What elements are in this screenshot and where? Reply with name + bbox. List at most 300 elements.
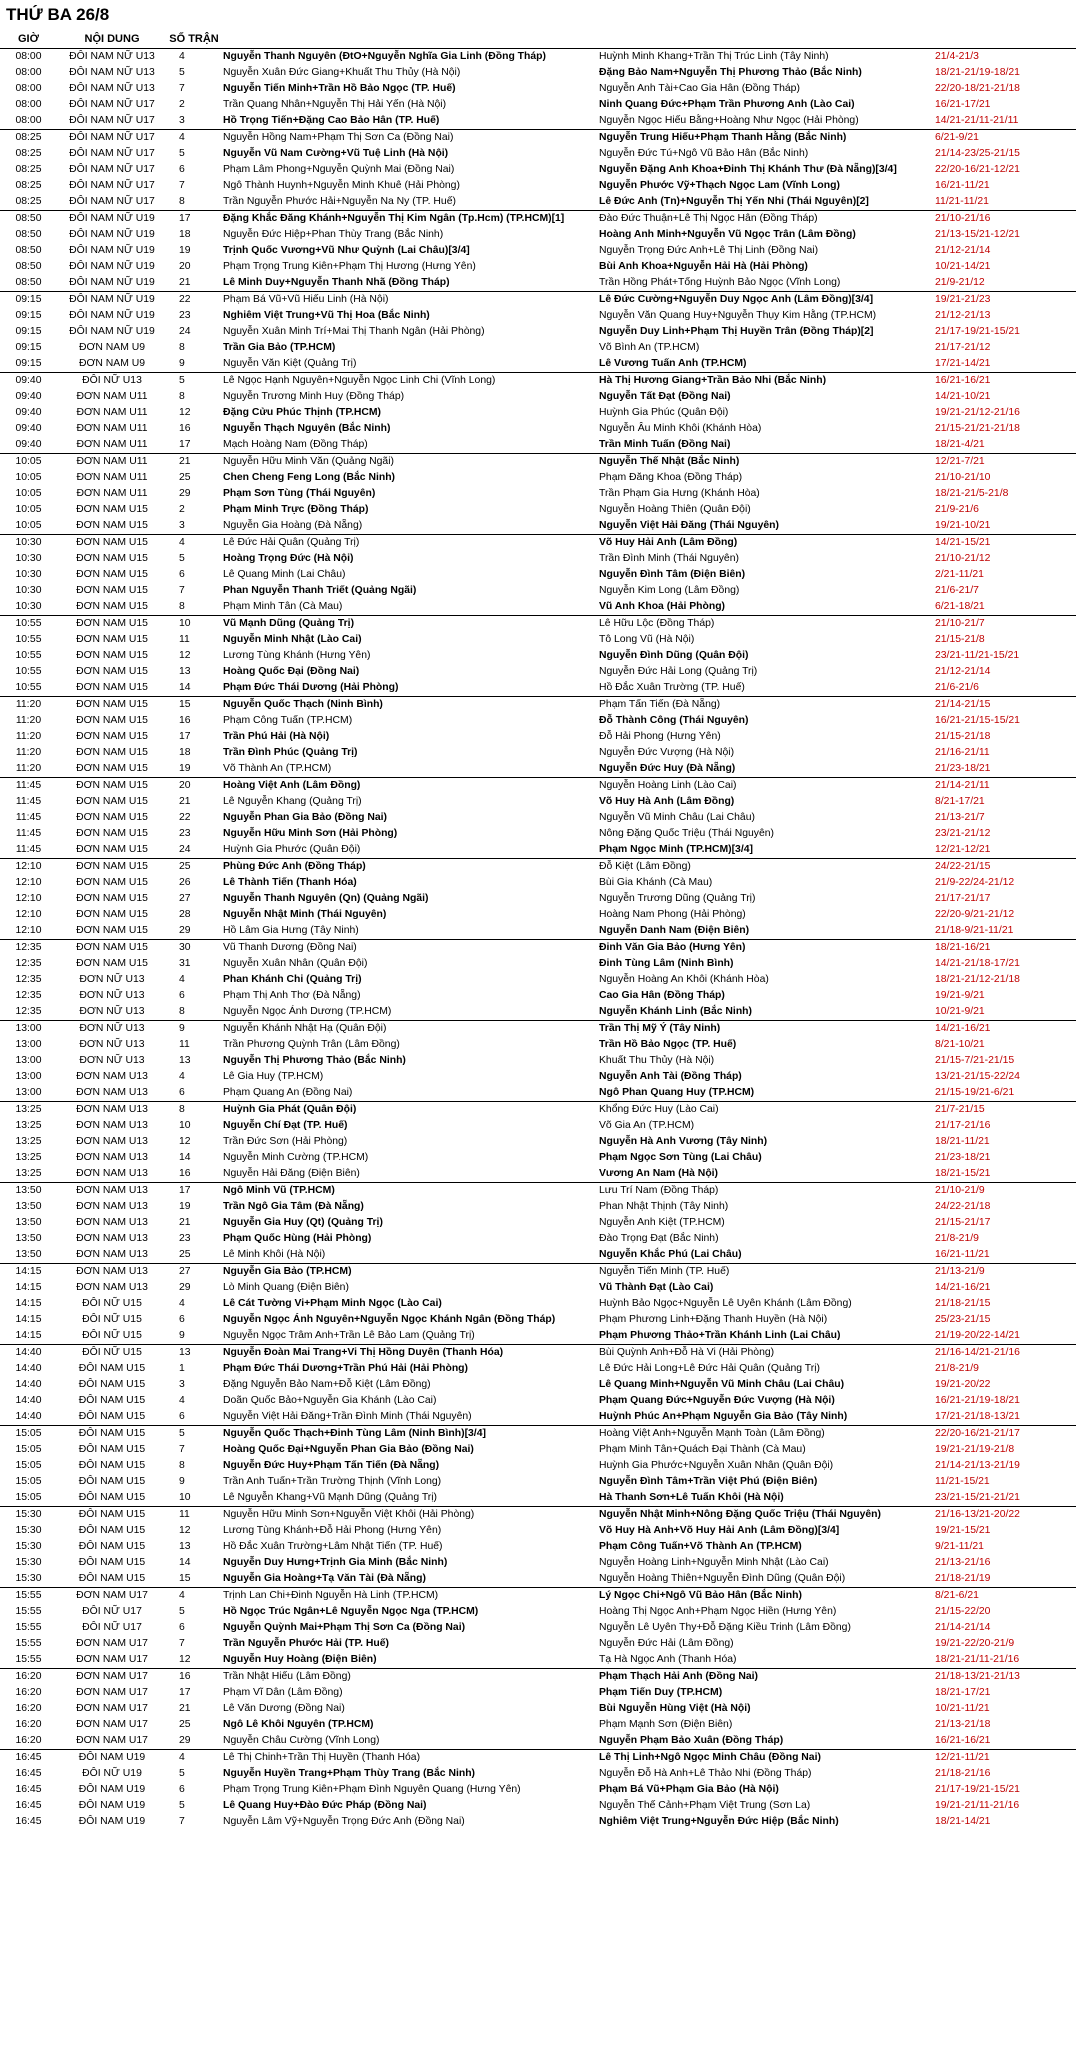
score-cell: 21/4-21/3: [933, 49, 1076, 66]
player-b-cell: Đỗ Thành Công (Thái Nguyên): [599, 715, 749, 726]
event-cell: ĐƠN NAM U17: [76, 1719, 148, 1730]
time-cell: 08:25: [0, 130, 57, 147]
score-cell: 21/16-14/21-21/16: [933, 1345, 1076, 1362]
table-row: [0, 340, 1076, 356]
time-cell: 15:05: [15, 1444, 42, 1455]
table-row: [0, 1571, 1076, 1588]
event-cell: ĐƠN NAM U15: [76, 520, 148, 531]
time-cell: 13:00: [0, 1021, 57, 1038]
time-cell: 16:20: [15, 1703, 42, 1714]
table-row: [0, 275, 1076, 292]
match-number-cell: 4: [179, 1395, 185, 1406]
page-title: THỨ BA 26/8: [6, 5, 110, 24]
time-cell: 13:00: [15, 1071, 42, 1082]
player-a-cell: Phạm Trọng Trung Kiên+Phạm Thị Hương (Hưng Yên): [223, 261, 476, 272]
player-a-cell: Hoàng Trọng Đức (Hà Nội): [223, 553, 354, 564]
score-cell: 21/14-21/13-21/19: [935, 1460, 1020, 1471]
event-cell: ĐƠN NAM U17: [57, 1588, 167, 1605]
player-a-cell: Nguyễn Quốc Thạch (Ninh Bình): [221, 697, 597, 714]
player-a-cell: Lương Tùng Khánh (Hưng Yên): [223, 650, 371, 661]
match-number-cell: 20: [167, 778, 221, 795]
table-row: [0, 49, 1076, 66]
player-b-cell: Nguyễn Hoàng Thiên+Nguyễn Đình Dũng (Quân Đội): [599, 1573, 846, 1584]
player-a-cell: Nguyễn Hữu Minh Sơn+Nguyễn Việt Khôi (Hải Phòng): [221, 1507, 597, 1524]
event-cell: ĐÔI NAM U15: [78, 1379, 146, 1390]
player-a-cell: Phạm Thị Anh Thơ (Đà Nẵng): [223, 990, 361, 1001]
score-cell: 24/22-21/15: [933, 859, 1076, 876]
event-cell: ĐƠN NAM U13: [76, 1120, 148, 1131]
table-row: [0, 1004, 1076, 1021]
event-cell: ĐƠN NAM U13: [76, 1071, 148, 1082]
score-cell: 21/19-20/22-14/21: [935, 1330, 1020, 1341]
score-cell: 24/22-21/18: [935, 1201, 991, 1212]
table-row: [0, 826, 1076, 842]
match-number-cell: 19: [179, 245, 191, 256]
player-b-cell: Nguyễn Nhật Minh+Nông Đặng Quốc Triệu (Thái Nguyên): [597, 1507, 933, 1524]
match-number-cell: 7: [179, 1444, 185, 1455]
player-a-cell: Hồ Trọng Tiến+Đặng Cao Bảo Hân (TP. Huế): [223, 115, 440, 126]
event-cell: ĐÔI NAM U15: [78, 1573, 146, 1584]
score-cell: 21/13-21/7: [935, 812, 985, 823]
time-cell: 08:25: [15, 148, 42, 159]
event-cell: ĐƠN NAM U15: [76, 925, 148, 936]
player-a-cell: Nguyễn Hữu Minh Văn (Quảng Ngãi): [221, 454, 597, 471]
table-row: [0, 1393, 1076, 1409]
player-a-cell: Trần Đình Phúc (Quảng Trị): [223, 747, 358, 758]
score-cell: 17/21-21/18-13/21: [935, 1411, 1020, 1422]
table-row: [0, 1636, 1076, 1652]
event-cell: ĐƠN NAM U15: [57, 859, 167, 876]
time-cell: 10:05: [15, 520, 42, 531]
time-cell: 09:40: [15, 407, 42, 418]
time-cell: 12:10: [0, 859, 57, 876]
player-a-cell: Hoàng Quốc Đại+Nguyễn Phan Gia Bảo (Đồng Nai): [223, 1444, 474, 1455]
time-cell: 16:45: [15, 1800, 42, 1811]
score-cell: 11/21-11/21: [935, 196, 989, 207]
player-b-cell: Nguyễn Đức Hải Long (Quảng Trị): [599, 666, 758, 677]
score-cell: 21/10-21/16: [933, 211, 1076, 228]
player-b-cell: Lê Thị Linh+Ngô Ngọc Minh Châu (Đồng Nai): [597, 1750, 933, 1767]
time-cell: 10:55: [15, 634, 42, 645]
time-cell: 11:20: [15, 747, 42, 758]
player-a-cell: Hồ Ngọc Trúc Ngân+Lê Nguyễn Ngọc Nga (TP.HCM): [223, 1606, 479, 1617]
table-row: [0, 502, 1076, 518]
event-cell: ĐÔI NAM U15: [78, 1476, 146, 1487]
time-cell: 14:15: [15, 1298, 42, 1309]
player-a-cell: Huỳnh Gia Phát (Quân Đội): [221, 1102, 597, 1119]
score-cell: 18/21-11/21: [935, 1136, 990, 1147]
event-cell: ĐƠN NAM U11: [76, 439, 148, 450]
player-b-cell: Võ Bình An (TP.HCM): [599, 342, 700, 353]
match-number-cell: 4: [179, 974, 185, 985]
match-number-cell: 6: [179, 164, 185, 175]
table-row: [0, 1053, 1076, 1069]
match-number-cell: 21: [179, 277, 191, 288]
event-cell: ĐÔI NAM U19: [78, 1784, 146, 1795]
score-cell: 18/21-21/19-18/21: [935, 67, 1020, 78]
table-row: [0, 1604, 1076, 1620]
player-a-cell: Nguyễn Vũ Nam Cường+Vũ Tuệ Linh (Hà Nội): [223, 148, 449, 159]
player-b-cell: Khuất Thu Thủy (Hà Nội): [599, 1055, 715, 1066]
match-number-cell: 8: [179, 342, 185, 353]
match-number-cell: 15: [167, 697, 221, 714]
match-number-cell: 7: [179, 1638, 185, 1649]
time-cell: 11:20: [0, 697, 57, 714]
score-cell: 21/17-19/21-15/21: [935, 1784, 1020, 1795]
match-number-cell: 7: [179, 585, 185, 596]
score-cell: 21/7-21/15: [933, 1102, 1076, 1119]
time-cell: 15:55: [0, 1588, 57, 1605]
score-cell: 21/14-21/14: [935, 1622, 991, 1633]
time-cell: 14:40: [15, 1411, 42, 1422]
player-b-cell: Bùi Gia Khánh (Cà Mau): [599, 877, 713, 888]
player-b-cell: Nông Đặng Quốc Triệu (Thái Nguyên): [599, 828, 774, 839]
player-b-cell: Huỳnh Bảo Ngọc+Nguyễn Lê Uyên Khánh (Lâm Đồng): [599, 1298, 852, 1309]
player-b-cell: Hoàng Nam Phong (Hải Phòng): [599, 909, 746, 920]
player-a-cell: Nguyễn Gia Hoàng+Tạ Văn Tài (Đà Nẵng): [223, 1573, 426, 1584]
table-row: [0, 1199, 1076, 1215]
match-number-cell: 30: [167, 940, 221, 957]
player-a-cell: Nguyễn Duy Hưng+Trịnh Gia Minh (Bắc Ninh): [223, 1557, 448, 1568]
table-row: [0, 1150, 1076, 1166]
table-row: [0, 680, 1076, 697]
player-a-cell: Ngô Thành Huynh+Nguyễn Minh Khuê (Hải Phòng): [223, 180, 460, 191]
player-a-cell: Phan Khánh Chi (Quảng Trị): [223, 974, 362, 985]
time-cell: 13:25: [15, 1136, 42, 1147]
event-cell: ĐƠN NAM U15: [76, 893, 148, 904]
player-a-cell: Phạm Sơn Tùng (Thái Nguyên): [223, 488, 376, 499]
player-a-cell: Huỳnh Gia Phước (Quân Đội): [223, 844, 361, 855]
match-number-cell: 7: [179, 180, 185, 191]
event-cell: ĐƠN NAM U13: [76, 1282, 148, 1293]
time-cell: 14:15: [15, 1330, 42, 1341]
score-cell: 21/12-21/14: [935, 245, 991, 256]
player-b-cell: Vũ Thành Đạt (Lào Cai): [599, 1282, 714, 1293]
match-number-cell: 29: [179, 1282, 191, 1293]
player-b-cell: Phạm Ngọc Minh (TP.HCM)[3/4]: [599, 844, 753, 855]
player-b-cell: Đinh Văn Gia Bảo (Hưng Yên): [597, 940, 933, 957]
time-cell: 15:55: [15, 1606, 42, 1617]
event-cell: ĐƠN NAM U15: [76, 909, 148, 920]
score-cell: 21/6-21/7: [935, 585, 979, 596]
player-a-cell: Nguyễn Văn Kiệt (Quảng Trị): [223, 358, 357, 369]
time-cell: 13:00: [15, 1087, 42, 1098]
player-b-cell: Nguyễn Đức Vượng (Hà Nội): [599, 747, 735, 758]
player-a-cell: Nguyễn Châu Cường (Vĩnh Long): [223, 1735, 380, 1746]
table-row: [0, 1264, 1076, 1281]
match-number-cell: 12: [179, 1654, 191, 1665]
time-cell: 14:15: [15, 1314, 42, 1325]
score-cell: 21/13-15/21-12/21: [935, 229, 1020, 240]
match-number-cell: 15: [179, 1573, 191, 1584]
player-a-cell: Trần Nguyễn Phước Hải (TP. Huế): [223, 1638, 389, 1649]
table-row: [0, 1345, 1076, 1362]
event-cell: ĐÔI NAM NỮ U17: [57, 130, 167, 147]
match-number-cell: 21: [179, 1217, 191, 1228]
player-a-cell: Lê Thị Chinh+Trần Thị Huyền (Thanh Hóa): [221, 1750, 597, 1767]
event-cell: ĐƠN NAM U15: [76, 844, 148, 855]
event-cell: ĐÔI NAM NỮ U19: [69, 245, 155, 256]
event-cell: ĐÔI NAM U15: [57, 1507, 167, 1524]
table-row: [0, 1733, 1076, 1750]
player-a-cell: Trần Quang Nhân+Nguyễn Thị Hải Yến (Hà Nội): [223, 99, 447, 110]
header-match-number: SỐ TRẬN: [169, 33, 219, 45]
event-cell: ĐÔI NAM NỮ U19: [57, 292, 167, 309]
match-number-cell: 11: [179, 1039, 190, 1050]
player-a-cell: Nguyễn Hải Đăng (Điện Biên): [223, 1168, 360, 1179]
time-cell: 08:50: [15, 277, 42, 288]
score-cell: 14/21-16/21: [933, 1021, 1076, 1038]
match-number-cell: 13: [179, 1541, 191, 1552]
player-a-cell: Vũ Mạnh Dũng (Quảng Trị): [221, 616, 597, 633]
score-cell: 16/21-21/15-15/21: [935, 715, 1020, 726]
time-cell: 13:25: [15, 1168, 42, 1179]
time-cell: 12:10: [15, 893, 42, 904]
player-b-cell: Võ Huy Hà Anh+Võ Huy Hải Anh (Lâm Đồng)[3/4]: [599, 1525, 840, 1536]
time-cell: 13:50: [15, 1233, 42, 1244]
player-a-cell: Trịnh Lan Chi+Đinh Nguyễn Hà Linh (TP.HCM): [221, 1588, 597, 1605]
player-a-cell: Trần Đức Sơn (Hải Phòng): [223, 1136, 348, 1147]
event-cell: ĐƠN NAM U15: [57, 535, 167, 552]
player-a-cell: Nguyễn Thanh Nguyên (Qn) (Quảng Ngãi): [223, 893, 429, 904]
player-b-cell: Lưu Trí Nam (Đồng Tháp): [597, 1183, 933, 1200]
time-cell: 09:15: [15, 310, 42, 321]
player-b-cell: Nguyễn Kim Long (Lâm Đồng): [599, 585, 740, 596]
score-cell: 16/21-21/19-18/21: [935, 1395, 1020, 1406]
event-cell: ĐƠN NAM U15: [76, 666, 148, 677]
event-cell: ĐƠN NAM U15: [57, 616, 167, 633]
time-cell: 12:35: [15, 1006, 42, 1017]
match-number-cell: 16: [167, 1669, 221, 1686]
player-b-cell: Lê Đức Hải Long+Lê Đức Hải Quân (Quảng Trị): [599, 1363, 820, 1374]
table-row: [0, 1296, 1076, 1312]
time-cell: 13:25: [15, 1152, 42, 1163]
match-number-cell: 14: [179, 1152, 191, 1163]
player-a-cell: Đặng Nguyễn Bảo Nam+Đỗ Kiệt (Lâm Đồng): [223, 1379, 431, 1390]
player-a-cell: Nguyễn Thị Phương Thảo (Bắc Ninh): [223, 1055, 406, 1066]
table-row: [0, 130, 1076, 147]
event-cell: ĐƠN NAM U15: [76, 715, 148, 726]
player-a-cell: Chen Cheng Feng Long (Bắc Ninh): [223, 472, 396, 483]
player-a-cell: Phạm Công Tuấn (TP.HCM): [223, 715, 353, 726]
player-a-cell: Doãn Quốc Bảo+Nguyễn Gia Khánh (Lào Cai): [223, 1395, 437, 1406]
score-cell: 12/21-7/21: [933, 454, 1076, 471]
match-number-cell: 17: [167, 1183, 221, 1200]
match-number-cell: 29: [179, 1735, 191, 1746]
match-number-cell: 20: [179, 261, 191, 272]
time-cell: 15:30: [0, 1507, 57, 1524]
event-cell: ĐƠN NAM U15: [57, 697, 167, 714]
table-row: [0, 146, 1076, 162]
match-number-cell: 17: [179, 439, 191, 450]
match-number-cell: 18: [179, 229, 191, 240]
score-cell: 2/21-11/21: [935, 569, 984, 580]
player-a-cell: Trần Nguyễn Phước Hải+Nguyễn Na Ny (TP. Huế): [223, 196, 456, 207]
table-body: [0, 49, 1076, 1831]
table-row: [0, 1361, 1076, 1377]
player-a-cell: Trần Gia Bảo (TP.HCM): [223, 342, 336, 353]
time-cell: 12:10: [15, 925, 42, 936]
table-row: [0, 842, 1076, 859]
schedule-table: [0, 30, 1076, 1830]
player-b-cell: Hồ Đắc Xuân Trường (TP. Huế): [599, 682, 745, 693]
match-number-cell: 6: [179, 1411, 185, 1422]
event-cell: ĐÔI NỮ U15: [82, 1298, 142, 1309]
table-row: [0, 778, 1076, 795]
time-cell: 16:45: [0, 1750, 57, 1767]
event-cell: ĐƠN NỮ U13: [79, 1006, 145, 1017]
score-cell: 21/6-21/6: [935, 682, 979, 693]
score-cell: 19/21-10/21: [935, 520, 991, 531]
player-b-cell: Phạm Phương Linh+Đặng Thanh Huyền (Hà Nội): [599, 1314, 828, 1325]
event-cell: ĐƠN NỮ U13: [79, 974, 145, 985]
player-b-cell: Nguyễn Hoàng Thiên (Quân Đội): [599, 504, 751, 515]
score-cell: 14/21-21/18-17/21: [935, 958, 1020, 969]
player-b-cell: Nguyễn Trung Hiếu+Phạm Thanh Hằng (Bắc Ninh): [597, 130, 933, 147]
table-row: [0, 454, 1076, 471]
match-number-cell: 16: [179, 423, 191, 434]
player-b-cell: Nguyễn Đức Huy (Đà Nẵng): [599, 763, 736, 774]
match-number-cell: 23: [179, 1233, 191, 1244]
event-cell: ĐÔI NAM U15: [57, 1426, 167, 1443]
player-a-cell: Nguyễn Minh Cường (TP.HCM): [223, 1152, 369, 1163]
table-row: [0, 470, 1076, 486]
time-cell: 13:25: [15, 1120, 42, 1131]
header-time: GIỜ: [18, 33, 39, 45]
time-cell: 16:20: [15, 1687, 42, 1698]
table-row: [0, 1426, 1076, 1443]
table-row: [0, 1458, 1076, 1474]
match-number-cell: 16: [179, 1168, 191, 1179]
table-row: [0, 356, 1076, 373]
table-row: [0, 664, 1076, 680]
score-cell: 21/9-21/6: [935, 504, 979, 515]
event-cell: ĐƠN NAM U11: [76, 391, 148, 402]
player-a-cell: Ngô Minh Vũ (TP.HCM): [221, 1183, 597, 1200]
table-row: [0, 859, 1076, 876]
score-cell: 14/21-16/21: [935, 1282, 991, 1293]
player-b-cell: Nguyễn Trọng Đức Anh+Lê Thị Linh (Đồng Nai): [599, 245, 819, 256]
event-cell: ĐƠN NAM U13: [76, 1249, 148, 1260]
score-cell: 16/21-17/21: [935, 99, 991, 110]
player-b-cell: Tô Long Vũ (Hà Nội): [599, 634, 695, 645]
event-cell: ĐƠN NỮ U13: [79, 1039, 145, 1050]
score-cell: 22/20-16/21-21/17: [933, 1426, 1076, 1443]
player-b-cell: Võ Huy Hà Anh (Lâm Đồng): [599, 796, 735, 807]
player-b-cell: Nguyễn Anh Tài+Cao Gia Hân (Đồng Tháp): [599, 83, 800, 94]
time-cell: 15:05: [0, 1426, 57, 1443]
player-a-cell: Nguyễn Xuân Nhân (Quân Đội): [223, 958, 368, 969]
event-cell: ĐƠN NỮ U13: [57, 1021, 167, 1038]
score-cell: 14/21-21/11-21/11: [935, 115, 1019, 126]
player-b-cell: Trần Hồ Bảo Ngọc (TP. Huế): [599, 1039, 737, 1050]
event-cell: ĐƠN NAM U15: [76, 634, 148, 645]
player-b-cell: Nguyễn Khắc Phú (Lai Châu): [599, 1249, 742, 1260]
score-cell: 14/21-15/21: [933, 535, 1076, 552]
event-cell: ĐÔI NAM U15: [78, 1444, 146, 1455]
time-cell: 15:30: [15, 1573, 42, 1584]
event-cell: ĐÔI NAM NỮ U19: [69, 310, 155, 321]
table-row: [0, 923, 1076, 940]
time-cell: 08:00: [0, 49, 57, 66]
player-a-cell: Trần Anh Tuấn+Trần Trường Thịnh (Vĩnh Long): [223, 1476, 442, 1487]
event-cell: ĐÔI NAM U15: [78, 1363, 146, 1374]
match-number-cell: 2: [179, 504, 185, 515]
score-cell: 21/10-21/10: [935, 472, 991, 483]
match-number-cell: 5: [179, 1800, 185, 1811]
time-cell: 14:15: [0, 1264, 57, 1281]
score-cell: 21/13-21/18: [935, 1719, 991, 1730]
table-row: [0, 794, 1076, 810]
player-a-cell: Nguyễn Hữu Minh Sơn (Hải Phòng): [223, 828, 398, 839]
table-row: [0, 1312, 1076, 1328]
match-number-cell: 4: [179, 1071, 185, 1082]
event-cell: ĐƠN NAM U15: [76, 828, 148, 839]
match-number-cell: 5: [179, 67, 185, 78]
score-cell: 19/21-15/21: [935, 1525, 991, 1536]
player-a-cell: Nguyễn Phan Gia Bảo (Đồng Nai): [223, 812, 387, 823]
player-a-cell: Nguyễn Chí Đạt (TP. Huế): [223, 1120, 348, 1131]
time-cell: 08:25: [15, 164, 42, 175]
time-cell: 10:30: [15, 569, 42, 580]
player-b-cell: Bùi Anh Khoa+Nguyễn Hải Hà (Hải Phòng): [599, 261, 808, 272]
player-b-cell: Ngô Phan Quang Huy (TP.HCM): [599, 1087, 755, 1098]
table-row: [0, 518, 1076, 535]
player-a-cell: Nghiêm Việt Trung+Vũ Thị Hoa (Bắc Ninh): [223, 310, 430, 321]
player-a-cell: Nguyễn Gia Bảo (TP.HCM): [221, 1264, 597, 1281]
time-cell: 14:40: [15, 1395, 42, 1406]
match-number-cell: 4: [167, 1750, 221, 1767]
event-cell: ĐÔI NỮ U17: [82, 1606, 142, 1617]
event-cell: ĐƠN NAM U9: [78, 358, 146, 369]
event-cell: ĐÔI NAM NỮ U13: [69, 83, 155, 94]
player-b-cell: Nguyễn Duy Linh+Phạm Thị Huyền Trân (Đồng Tháp)[2]: [599, 326, 874, 337]
table-row: [0, 1555, 1076, 1571]
event-cell: ĐƠN NỮ U13: [79, 1055, 145, 1066]
score-cell: 23/21-15/21-21/21: [935, 1492, 1020, 1503]
player-a-cell: Hồ Lâm Gia Hưng (Tây Ninh): [223, 925, 359, 936]
player-b-cell: Phạm Đăng Khoa (Đồng Tháp): [599, 472, 743, 483]
table-row: [0, 259, 1076, 275]
event-cell: ĐÔI NAM U15: [78, 1492, 146, 1503]
event-cell: ĐÔI NAM NỮ U17: [69, 148, 155, 159]
match-number-cell: 5: [179, 1606, 185, 1617]
event-cell: ĐƠN NAM U11: [76, 407, 148, 418]
time-cell: 12:35: [15, 990, 42, 1001]
player-b-cell: Ninh Quang Đức+Phạm Trần Phương Anh (Lào Cai): [599, 99, 855, 110]
player-a-cell: Nguyễn Minh Nhật (Lào Cai): [223, 634, 362, 645]
player-b-cell: Phạm Mạnh Sơn (Điện Biên): [599, 1719, 733, 1730]
table-row: [0, 1539, 1076, 1555]
table-row: [0, 308, 1076, 324]
table-row: [0, 1717, 1076, 1733]
time-cell: 08:25: [15, 180, 42, 191]
score-cell: 21/15-21/18: [935, 731, 991, 742]
event-cell: ĐƠN NAM U13: [57, 1264, 167, 1281]
table-row: [0, 583, 1076, 599]
time-cell: 11:45: [0, 778, 57, 795]
match-number-cell: 6: [179, 569, 185, 580]
player-b-cell: Nguyễn Ngọc Hiếu Bằng+Hoàng Như Ngọc (Hải Phòng): [599, 115, 859, 126]
player-b-cell: Nguyễn Danh Nam (Điện Biên): [599, 925, 750, 936]
time-cell: 11:20: [15, 763, 42, 774]
player-b-cell: Hoàng Việt Anh+Nguyễn Mạnh Toàn (Lâm Đồng): [597, 1426, 933, 1443]
event-cell: ĐƠN NAM U13: [57, 1102, 167, 1119]
player-a-cell: Lê Ngọc Hạnh Nguyên+Nguyễn Ngọc Linh Chi (Vĩnh Long): [221, 373, 597, 390]
score-cell: 21/9-21/12: [935, 277, 985, 288]
event-cell: ĐƠN NAM U15: [76, 763, 148, 774]
event-cell: ĐÔI NAM U15: [78, 1460, 146, 1471]
